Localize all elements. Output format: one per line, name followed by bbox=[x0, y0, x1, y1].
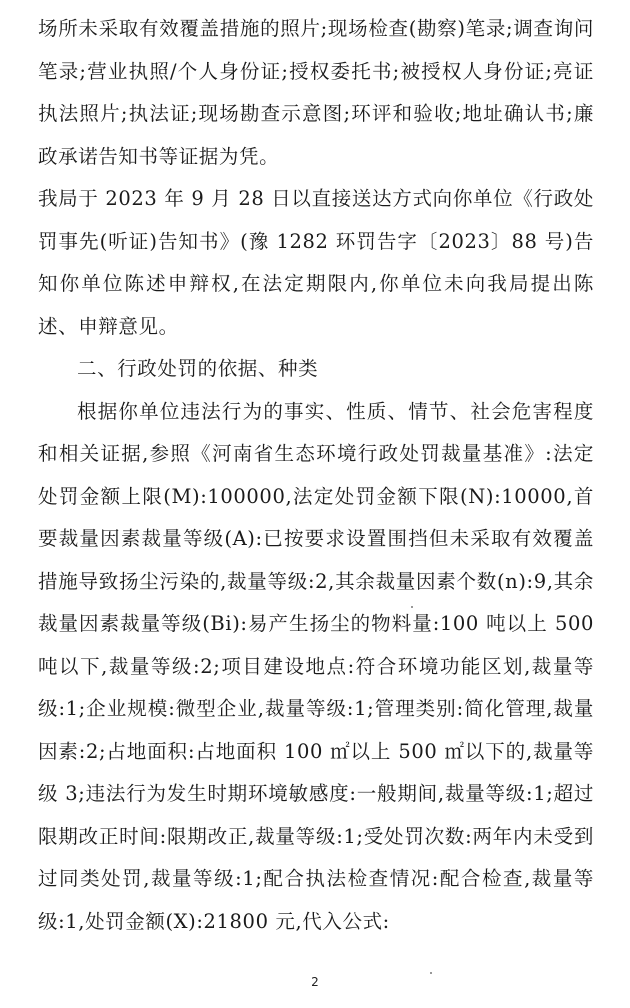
scan-speck bbox=[411, 606, 413, 608]
page-number: 2 bbox=[311, 975, 319, 989]
penalty-basis-paragraph: 根据你单位违法行为的事实、性质、情节、社会危害程度和相关证据,参照《河南省生态环境行政处罚裁量基准》:法定处罚金额上限(M):100000,法定处罚金额下限(N):10000,首要裁量因素裁量等级(A):已按要求设置围挡但未采取有效覆盖措施导致扬尘污染的,裁量等级:2,其余裁量因素个数(n):9,其余裁量因素裁量等级(Bi):易产生扬尘的物料量:100 吨以上 500 吨以下,裁量等级:2;项目建设地点:符合环境功能区划,裁量等级:1;企业规模:微型企业,裁量等级:1;管理类别:简化管理,裁量因素:2;占地面积:占地面积 100 ㎡以上 500 ㎡以下的,裁量等级 3;违法行为发生时期环境敏感度:一般期间,裁量等级:1;超过限期改正时间:限期改正,裁量等级:1;受处罚次数:两年内未受到过同类处罚,裁量等级:1;配合执法检查情况:配合检查,裁量等级:1,处罚金额(X):21800 元,代入公式: bbox=[38, 399, 594, 933]
notice-delivery-paragraph: 我局于 2023 年 9 月 28 日以直接送达方式向你单位《行政处罚事先(听证)告知书》(豫 1282 环罚告字〔2023〕88 号)告知你单位陈述申辩权,在法定期限内,你单位未向我局提出陈述、申辩意见。 bbox=[38, 187, 594, 338]
document-body bbox=[38, 8, 594, 943]
scan-speck bbox=[430, 972, 432, 974]
evidence-list-paragraph: 场所未采取有效覆盖措施的照片;现场检查(勘察)笔录;调查询问笔录;营业执照/个人身份证;授权委托书;被授权人身份证;亮证执法照片;执法证;现场勘查示意图;环评和验收;地址确认书;廉政承诺告知书等证据为凭。 bbox=[38, 17, 594, 168]
section-heading: 二、行政处罚的依据、种类 bbox=[77, 357, 319, 380]
